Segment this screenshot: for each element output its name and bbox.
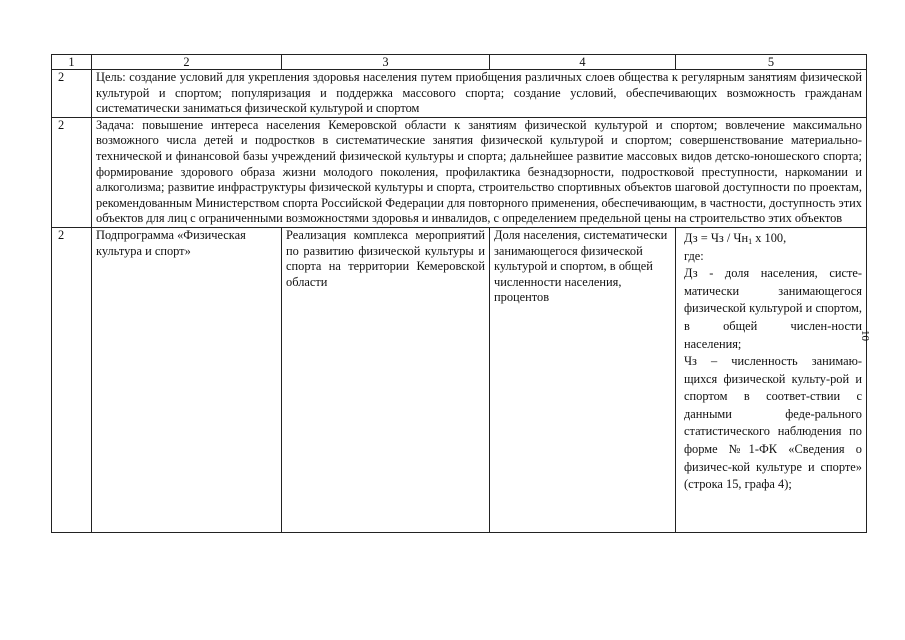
indicator-name: Доля населения, систематически занимающегося физической культурой и спортом, в общей численности населения, процентов (490, 227, 676, 532)
indicator-table (51, 54, 867, 533)
task-row (52, 117, 867, 227)
row-number: 2 (52, 70, 92, 118)
calculation-method (676, 227, 867, 532)
formula-where: где: (684, 248, 704, 263)
program-row (52, 227, 867, 532)
header-cell: 4 (490, 55, 676, 70)
activity-description: Реализация комплекса мероприятий по развитию физической культуры и спорта на территории Кемеровской области (282, 227, 490, 532)
definition-chz: Чз – численность занимаю-щихся физической культу-рой и спортом в соответ-ствии с данными феде-рального статистического наблюдения по форме №1-ФК «Сведения о физичес-кой культуре и спорте» (строка 15, графа 4); (684, 354, 862, 492)
task-text: Задача: повышение интереса населения Кемеровской области к занятиям физической культурой и спортом; вовлечение максимально возможного числа детей и подростков в систематические занятия физической культурой и спортом; совершенствование материально-технической и финансовой базы учреждений физической культуры и спорта; дальнейшее развитие массовых видов детско-юношеского спорта; формирование здорового образа жизни молодого поколения, профилактика безнадзорности, подростковой преступности, наркомании и алкоголизма; развитие инфраструктуры физической культуры и спорта, строительство спортивных объектов шаговой доступности по проектам, рекомендованным Министерством спорта Российской Федерации для повторного применения, обеспечивающим, в частности, доступность этих объектов для лиц с ограниченными возможностями здоровья и инвалидов, с определением предельной цены на строительство этих объектов (92, 117, 867, 227)
header-cell: 1 (52, 55, 92, 70)
page-number: 10 (859, 330, 871, 341)
formula: Дз = Чз / $Чн_1$ х 100, (684, 230, 787, 246)
row-number: 2 (52, 117, 92, 227)
definition-dz: Дз - доля населения, систе-матически занимающегося физической культурой и спортом, в общей числен-ности населения; (684, 266, 862, 351)
goal-row (52, 70, 867, 118)
table-header-row (52, 55, 867, 70)
header-cell: 2 (92, 55, 282, 70)
subprogram-name: Подпрограмма «Физическая культура и спорт» (92, 227, 282, 532)
header-cell: 3 (282, 55, 490, 70)
goal-text: Цель: создание условий для укрепления здоровья населения путем приобщения различных слоев общества к регулярным занятиям физической культурой и спортом; популяризация и поддержка массового спорта; создание условий, обеспечивающих возможность гражданам систематически заниматься физической культурой и спортом (92, 70, 867, 118)
row-number: 2 (52, 227, 92, 532)
header-cell: 5 (676, 55, 867, 70)
